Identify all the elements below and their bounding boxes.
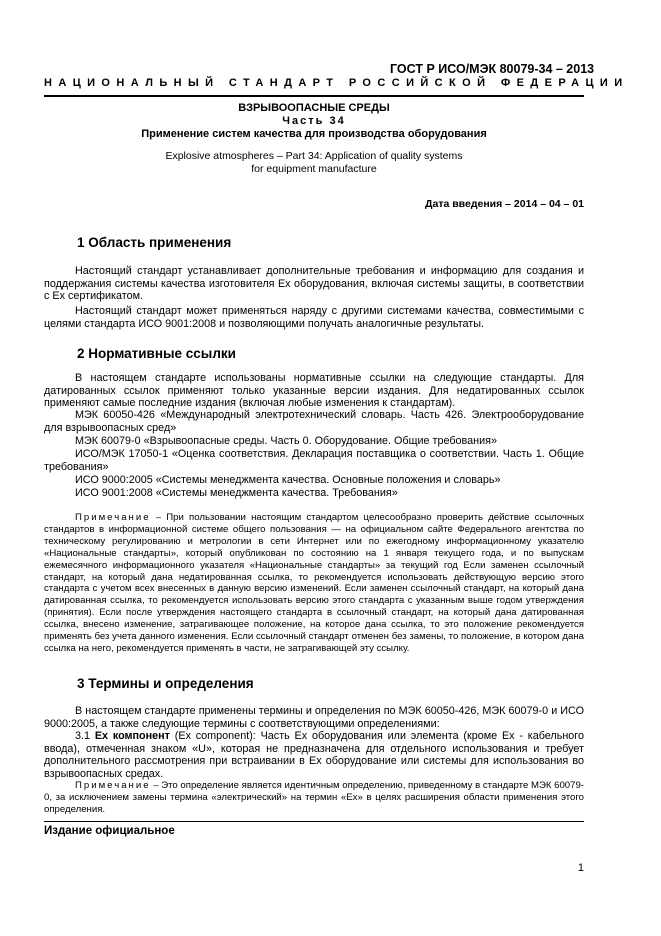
standard-number: ГОСТ Р ИСО/МЭК 80079-34 – 2013 bbox=[390, 62, 595, 76]
footer-rule bbox=[44, 821, 584, 822]
note-text: – Это определение является идентичным определению, приведенному в стандарте МЭК 60079-0, за исключением замены термина «электрический» на термин «Ex» в целях расширения области применения этого определения. bbox=[44, 780, 584, 815]
title-part-number: Часть 34 bbox=[282, 115, 346, 127]
reference-iso-iec-17050-1: ИСО/МЭК 17050-1 «Оценка соответствия. Декларация поставщика о соответствии. Часть 1. Общие требования» bbox=[44, 448, 584, 473]
section-3-heading: 3 Термины и определения bbox=[77, 676, 254, 691]
term-definition: (Ex component): Часть Ex оборудования или элемента (кроме Ex - кабельного ввода), отмеченная знаком «U», которая не предназначена для отдельного использования и требует дополнительного рассмотрения при встраивании в Ex оборудование или системы для использования во взрывоопасных средах. bbox=[44, 730, 585, 780]
english-title-line-1: Explosive atmospheres – Part 34: Application of quality systems bbox=[165, 150, 463, 162]
section-1-paragraph-2: Настоящий стандарт может применяться наряду с другими системами качества, совместимыми с целями стандарта ИСО 9001:2008 и позволяющими получать аналогичные результаты. bbox=[44, 305, 584, 330]
introduction-date: Дата введения – 2014 – 04 – 01 bbox=[425, 198, 584, 210]
page-number: 1 bbox=[577, 862, 584, 874]
national-standard-banner: НАЦИОНАЛЬНЫЙ СТАНДАРТ РОССИЙСКОЙ ФЕДЕРАЦИИ bbox=[44, 77, 629, 89]
title-subtitle: Применение систем качества для производства оборудования bbox=[141, 128, 487, 140]
note-label: Примечание bbox=[75, 780, 151, 791]
title-line-1: ВЗРЫВООПАСНЫЕ СРЕДЫ bbox=[238, 102, 390, 114]
section-2-paragraph-1: В настоящем стандарте использованы нормативные ссылки на следующие стандарты. Для датированных ссылок применяют только указанные версии издания. Для недатированных ссылок применяют самые последние издания (включая любые изменения к стандартам). bbox=[44, 372, 584, 410]
section-2-heading: 2 Нормативные ссылки bbox=[77, 346, 236, 361]
reference-iec-60079-0: МЭК 60079-0 «Взрывоопасные среды. Часть 0. Оборудование. Общие требования» bbox=[75, 435, 498, 447]
section-3-note bbox=[44, 780, 584, 816]
term-3-1 bbox=[44, 730, 584, 780]
term-number: 3.1 bbox=[75, 730, 95, 742]
section-2-note bbox=[44, 512, 584, 655]
reference-iso-9001: ИСО 9001:2008 «Системы менеджмента качества. Требования» bbox=[75, 487, 398, 499]
section-1-heading: 1 Область применения bbox=[77, 235, 232, 250]
term-name: Ex компонент bbox=[94, 730, 170, 742]
reference-iso-9000: ИСО 9000:2005 «Системы менеджмента качества. Основные положения и словарь» bbox=[75, 474, 501, 486]
section-1-paragraph-1: Настоящий стандарт устанавливает дополнительные требования и информацию для создания и поддержания системы качества изготовителя Ex оборудования, включая системы защиты, в соответствии с Ex сертификатом. bbox=[44, 265, 584, 303]
note-text: – При пользовании настоящим стандартом целесообразно проверить действие ссылочных стандартов в информационной системе общего пользования — на официальном сайте Федерального агентства по техническому регулированию и метрологии в сети Интернет или по ежегодному информационному указателю «Национальные стандарты», который опубликован по состоянию на 1 января текущего года, и по выпускам ежемесячного информационного указателя «Национальные стандарты» за текущий год Если заменен ссылочный стандарт, на который дана недатированная ссылка, то рекомендуется использовать действующую версию этого стандарта с учетом всех внесенных в данную версию изменений. Если заменен ссылочный стандарт, на который дана датированная ссылка, то рекомендуется использовать версию этого стандарта с указанным выше годом утверждения (принятия). Если после утверждения настоящего стандарта в ссылочный стандарт, на который дана датированная ссылка, внесено изменение, затрагивающее положение, на которое дана ссылка, то это положение рекомендуется применять без учета данного изменения. Если ссылочный стандарт отменен без замены, то положение, в котором дана ссылка на него, рекомендуется применять в части, не затрагивающей эту ссылку. bbox=[44, 512, 584, 654]
header-rule bbox=[44, 95, 584, 97]
english-title-line-2: for equipment manufacture bbox=[251, 162, 377, 175]
reference-iec-60050-426: МЭК 60050-426 «Международный электротехнический словарь. Часть 426. Электрооборудование для взрывоопасных сред» bbox=[44, 409, 584, 434]
english-title bbox=[44, 150, 584, 175]
note-label: Примечание bbox=[75, 512, 151, 523]
official-edition-label: Издание официальное bbox=[44, 825, 175, 837]
section-3-paragraph-1: В настоящем стандарте применены термины и определения по МЭК 60050-426, МЭК 60079-0 и ИСО 9000:2005, а также следующие термины с соответствующими определениями: bbox=[44, 705, 584, 730]
